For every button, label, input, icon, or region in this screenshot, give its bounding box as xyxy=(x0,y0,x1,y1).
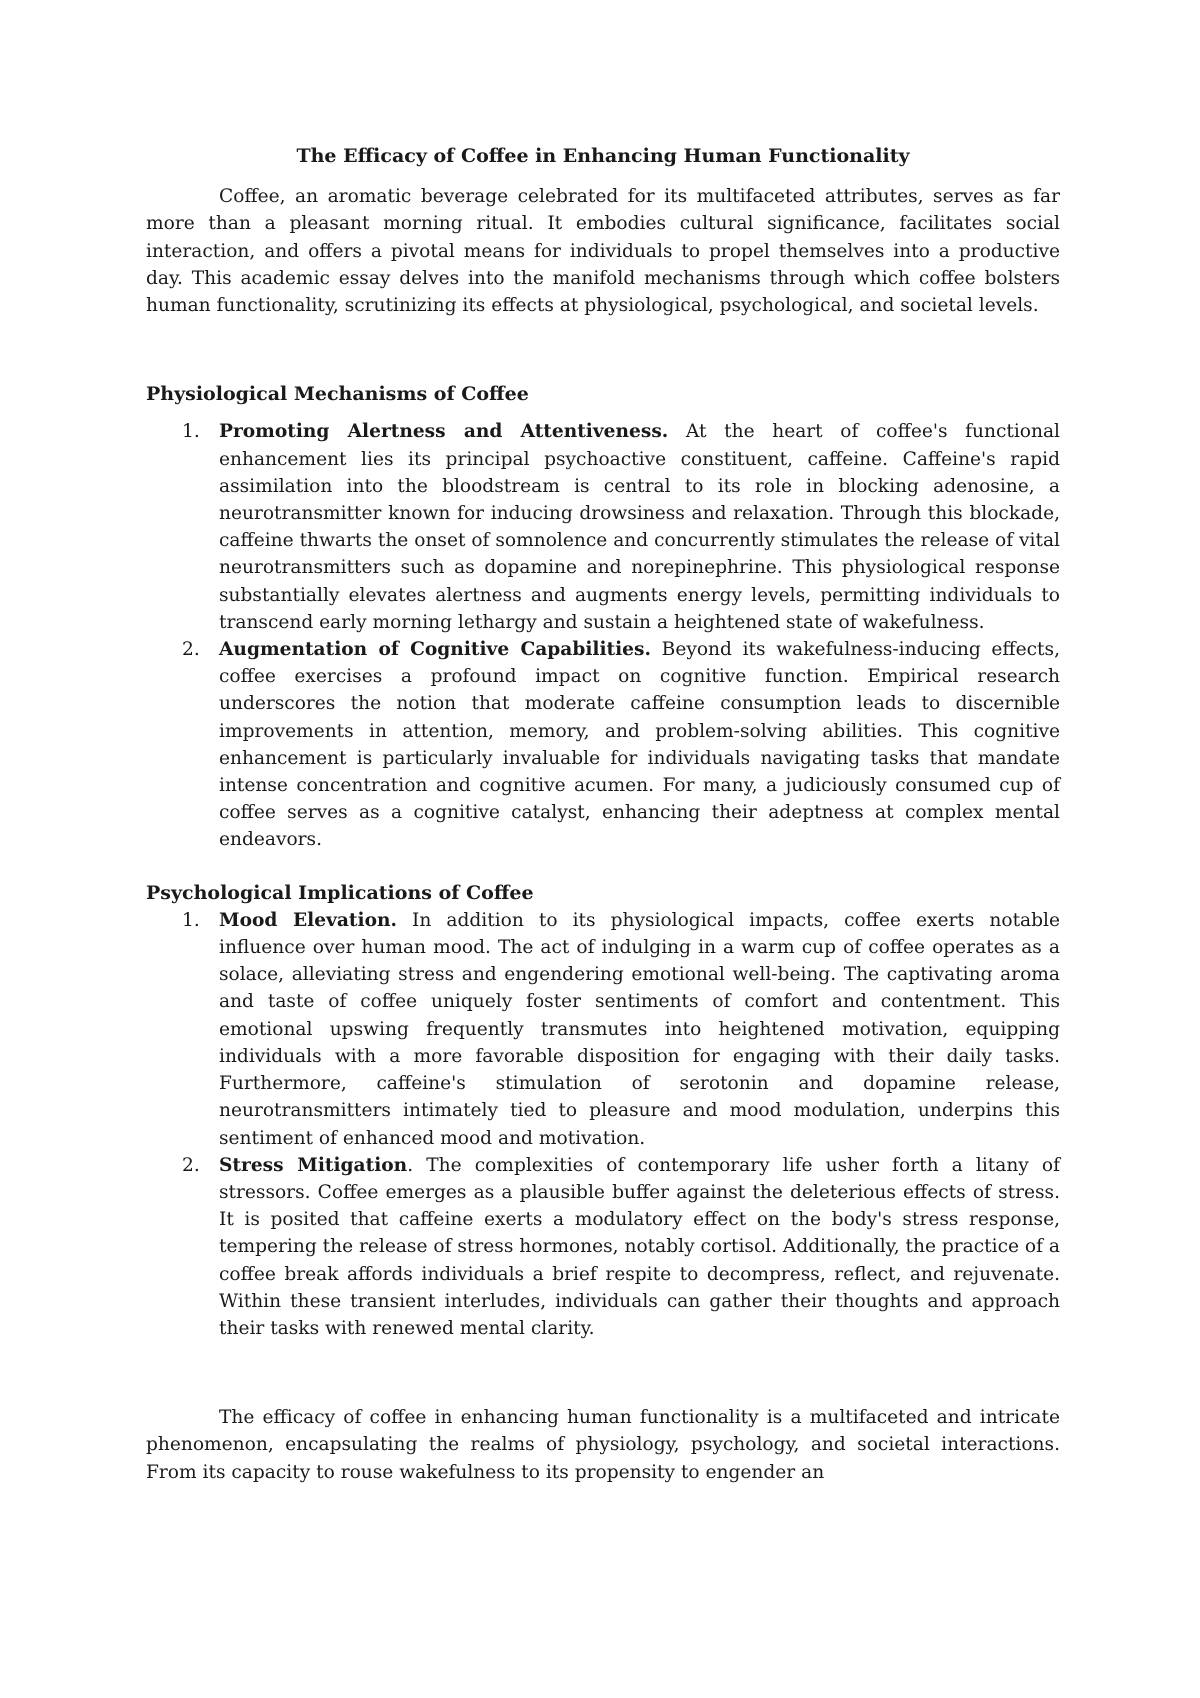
list-item-text: Beyond its wakefulness-inducing effects, coffee exercises a profound impact on cognitive function. Empirical research underscores the notion that moderate caffeine consumption leads to discernible improvements in attention, memory, and problem-solving abilities. This cognitive enhancement is particularly invaluable for individuals navigating tasks that mandate intense concentration and cognitive acumen. For many, a judiciously consumed cup of coffee serves as a cognitive catalyst, enhancing their adeptness at complex mental endeavors. xyxy=(219,639,1060,851)
list-item-text: In addition to its physiological impacts, coffee exerts notable influence over human mood. The act of indulging in a warm cup of coffee operates as a solace, alleviating stress and engendering emotional well-being. The captivating aroma and taste of coffee uniquely foster sentiments of comfort and contentment. This emotional upswing frequently transmutes into heightened motivation, equipping individuals with a more favorable disposition for engaging with their daily tasks. Furthermore, caffeine's stimulation of serotonin and dopamine release, neurotransmitters intimately tied to pleasure and mood modulation, underpins this sentiment of enhanced mood and motivation. xyxy=(219,909,1060,1149)
list-number: 1. xyxy=(182,421,200,443)
intro-paragraph: Coffee, an aromatic beverage celebrated for its multifaceted attributes, serves as far more than a pleasant morning ritual. It embodies cultural significance, facilitates social interaction, and offers a pivotal means for individuals to propel themselves into a productive day. This academic essay delves into the manifold mechanisms through which coffee bolsters human functionality, scrutinizing its effects at physiological, psychological, and societal levels. xyxy=(146,186,1060,317)
list-item-title: Augmentation of Cognitive Capabilities. xyxy=(219,639,651,661)
physiological-list xyxy=(146,418,1060,853)
section-heading-psychological: Psychological Implications of Coffee xyxy=(146,881,534,904)
list-item xyxy=(146,418,1060,636)
list-item-text: At the heart of coffee's functional enhancement lies its principal psychoactive constituent, caffeine. Caffeine's rapid assimilation into the bloodstream is central to its role in blocking adenosine, a neurotransmitter known for inducing drowsiness and relaxation. Through this blockade, caffeine thwarts the onset of somnolence and concurrently stimulates the release of vital neurotransmitters such as dopamine and norepinephrine. This physiological response substantially elevates alertness and augments energy levels, permitting individuals to transcend early morning lethargy and sustain a heightened state of wakefulness. xyxy=(219,421,1060,633)
list-item-title: Promoting Alertness and Attentiveness. xyxy=(219,421,669,443)
list-number: 1. xyxy=(182,909,200,931)
document-body xyxy=(146,143,1060,1486)
list-item xyxy=(146,1152,1060,1342)
section-heading-physiological: Physiological Mechanisms of Coffee xyxy=(146,383,529,406)
list-item xyxy=(146,907,1060,1152)
list-number: 2. xyxy=(182,1154,200,1176)
list-number: 2. xyxy=(182,639,200,661)
list-item-title: Mood Elevation. xyxy=(219,909,397,931)
list-item xyxy=(146,636,1060,854)
psychological-list xyxy=(146,907,1060,1342)
list-item-title: Stress Mitigation xyxy=(219,1154,408,1176)
conclusion-paragraph: The efficacy of coffee in enhancing human functionality is a multifaceted and intricate phenomenon, encapsulating the realms of physiology, psychology, and societal interactions. From its capacity to rouse wakefulness to its propensity to engender an xyxy=(146,1407,1060,1483)
list-item-text: . The complexities of contemporary life usher forth a litany of stressors. Coffee emerges as a plausible buffer against the deleterious effects of stress. It is posited that caffeine exerts a modulatory effect on the body's stress response, tempering the release of stress hormones, notably cortisol. Additionally, the practice of a coffee break affords individuals a brief respite to decompress, reflect, and rejuvenate. Within these transient interludes, individuals can gather their thoughts and approach their tasks with renewed mental clarity. xyxy=(219,1154,1060,1339)
document-title: The Efficacy of Coffee in Enhancing Human Functionality xyxy=(296,145,910,167)
